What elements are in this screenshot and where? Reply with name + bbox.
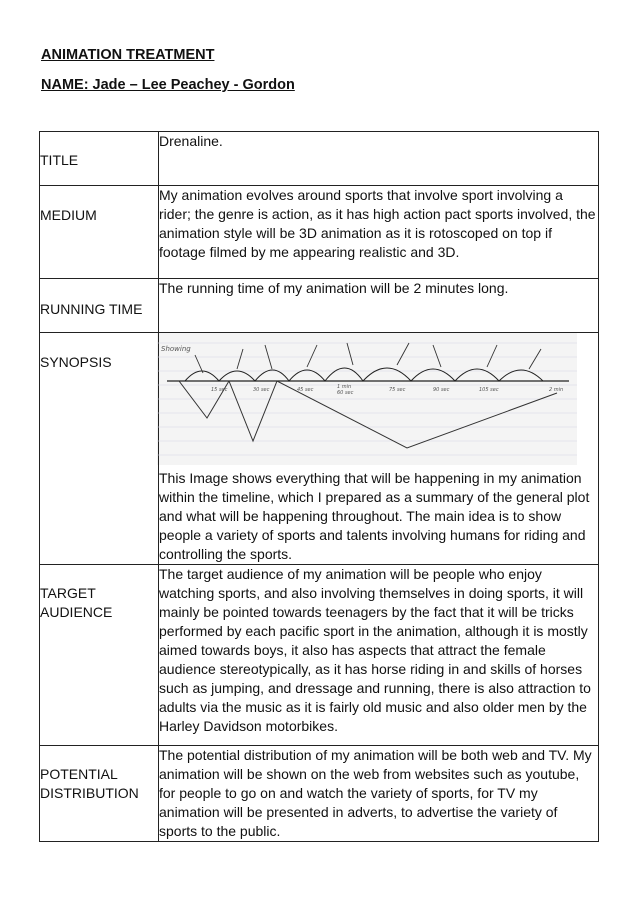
time-mark: 45 sec	[297, 387, 314, 393]
row-label-potential-distribution: POTENTIAL DISTRIBUTION	[40, 766, 139, 801]
treatment-table	[39, 131, 599, 842]
content-cell	[159, 333, 599, 565]
label-cell	[40, 746, 159, 842]
row-label-synopsis: SYNOPSIS	[40, 354, 112, 370]
content-cell	[159, 186, 599, 279]
time-mark: 15 sec	[211, 387, 228, 393]
content-cell	[159, 132, 599, 186]
label-cell	[40, 565, 159, 746]
row-label-target-audience: TARGET AUDIENCE	[40, 585, 113, 620]
table-row	[40, 333, 599, 565]
time-mark: 105 sec	[479, 387, 499, 393]
sketch-start-label: Showing	[161, 345, 191, 353]
label-cell	[40, 132, 159, 186]
row-label-title: TITLE	[40, 152, 79, 168]
table-row	[40, 565, 599, 746]
title-content: Drenaline.	[159, 133, 223, 149]
running-time-content: The running time of my animation will be 2 minutes long.	[159, 280, 509, 296]
time-mark: 75 sec	[389, 387, 406, 393]
table-row	[40, 279, 599, 333]
table-row	[40, 746, 599, 842]
row-label-medium: MEDIUM	[40, 207, 97, 223]
time-mark: 90 sec	[433, 387, 450, 393]
author-name: NAME: Jade – Lee Peachey - Gordon	[41, 77, 295, 93]
content-cell	[159, 746, 599, 842]
time-mark: 60 sec	[337, 390, 354, 396]
time-mark: 2 min	[549, 387, 564, 393]
time-mark: 1 min	[337, 384, 352, 390]
label-cell	[40, 279, 159, 333]
label-cell	[40, 186, 159, 279]
synopsis-content: This Image shows everything that will be happening in my animation within the timeline, which I prepared as a summary of the general plot and what will be happening throughout. The main idea is to show people a variety of sports and talents involving humans for riding and controlling the sports.	[159, 470, 590, 562]
potential-distribution-content: The potential distribution of my animation will be both web and TV. My animation will be shown on the web from websites such as youtube, for people to go on and watch the variety of sports, for TV my animation will be presented in adverts, to advertise the variety of sports to the public.	[159, 747, 592, 839]
content-cell	[159, 565, 599, 746]
table-row	[40, 186, 599, 279]
target-audience-content: The target audience of my animation will be people who enjoy watching sports, and also involving themselves in doing sports, it will mainly be pointed towards teenagers by the fact that it will be tricks performed by each pacific sport in the animation, although it is mostly aimed towards boys, it also has aspects that attract the female audience stereotypically, as it has horse riding in and skills of horses such as jumping, and dressage and running, there is also attraction to adults via the music as it is fairly old music and also older men by the Harley Davidson motorbikes.	[159, 566, 591, 734]
content-cell	[159, 279, 599, 333]
time-mark: 30 sec	[253, 387, 270, 393]
row-label-running-time: RUNNING TIME	[40, 301, 143, 317]
table-row	[40, 132, 599, 186]
medium-content: My animation evolves around sports that involve sport involving a rider; the genre is action, as it has high action pact sports involved, the animation style will be 3D animation as it is rotoscoped on top if footage filmed by me appearing realistic and 3D.	[159, 187, 596, 260]
document-title: ANIMATION TREATMENT	[41, 47, 215, 63]
timeline-sketch-image	[157, 333, 577, 465]
label-cell	[40, 333, 159, 565]
